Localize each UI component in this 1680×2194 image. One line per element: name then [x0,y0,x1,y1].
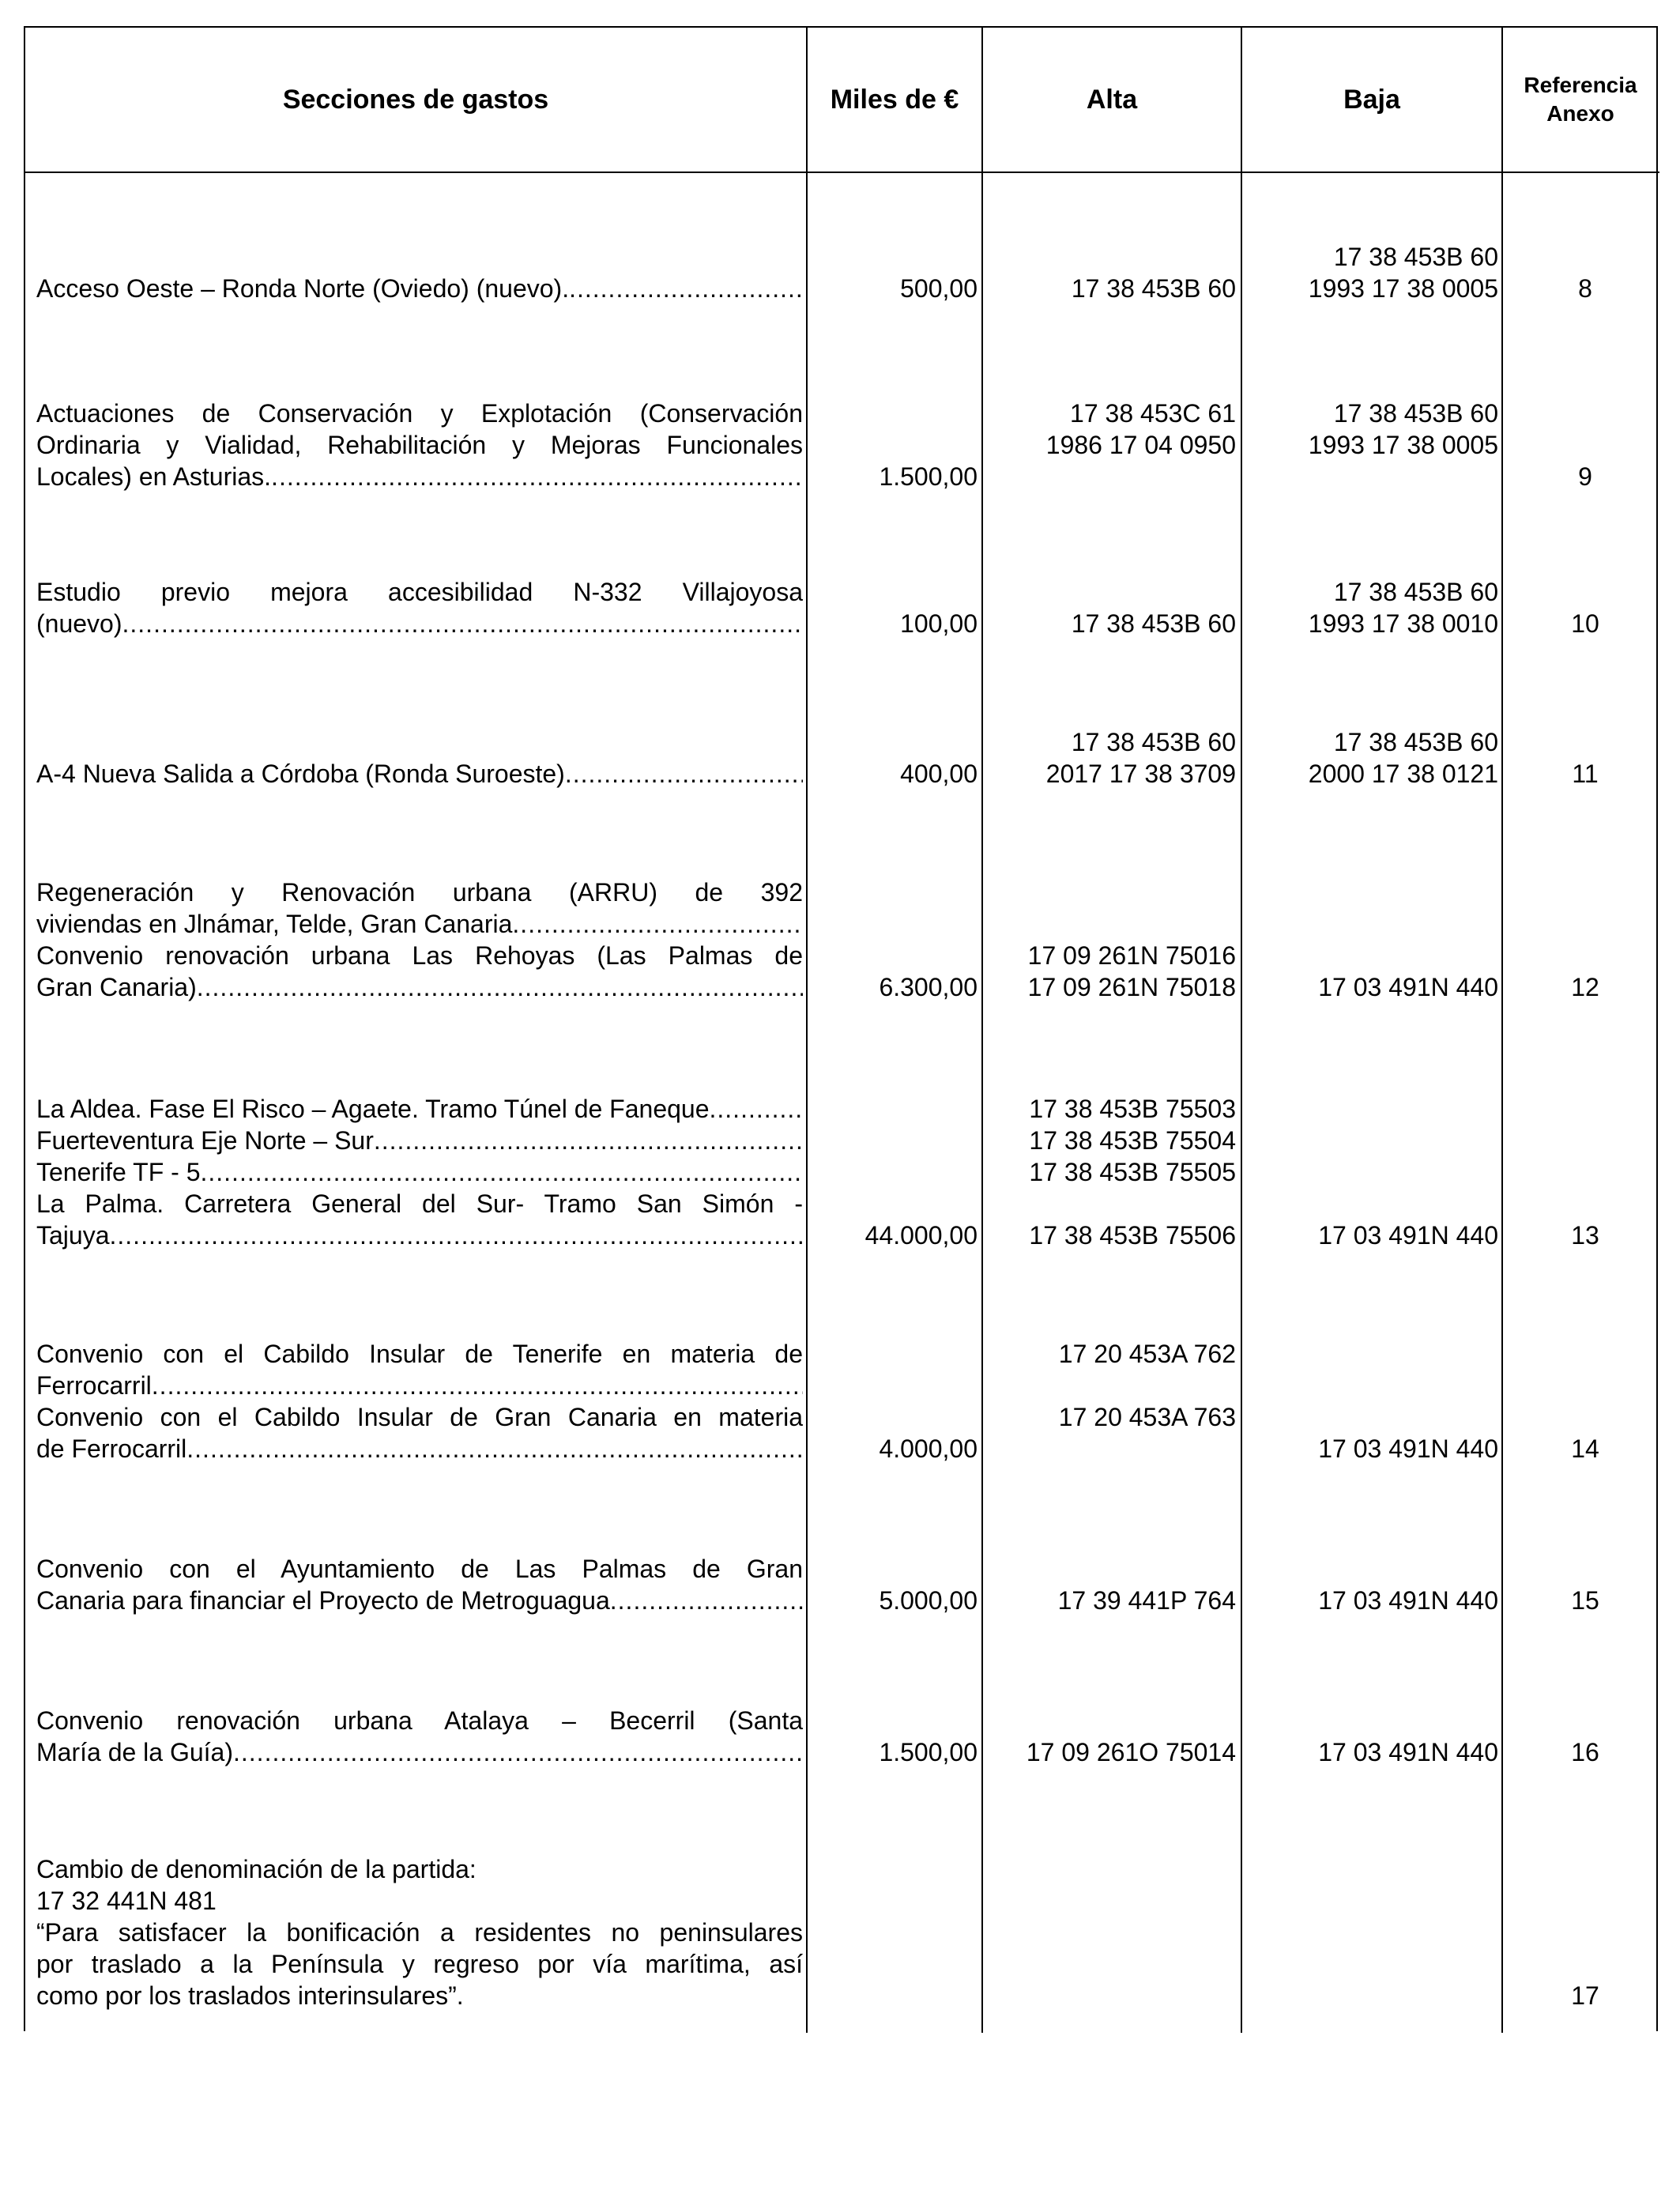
row-baja: 17 03 491N 440 [1318,1221,1498,1250]
row-ref: 10 [1571,609,1599,638]
table-row [25,1093,1659,1251]
row-ref: 16 [1571,1738,1599,1766]
table-row [25,1853,1659,2011]
concept-line: Acceso Oeste – Ronda Norte (Oviedo) (nuevo). ..... [36,273,803,304]
header-alta: Alta [1086,84,1138,115]
row-concept: Convenio con el Cabildo Insular de Tenerife en materia de Ferrocarril ..... Convenio con el Cabildo Insular de Gran Canaria en materia de Ferrocarril ..... [36,1338,803,1465]
row-amount: 4.000,00 [879,1434,977,1463]
row-ref: 17 [1571,1981,1599,2010]
row-alta: 17 38 453B 75503 17 38 453B 75504 17 38 453B 75505 17 38 453B 75506 [1029,1095,1236,1250]
row-concept: Cambio de denominación de la partida: 17 32 441N 481 “Para satisfacer la bonificación a residentes no peninsulares por traslado a la Península y regreso por vía marítima, así como por los traslados interinsulares”. [36,1855,803,2010]
header-secciones: Secciones de gastos [282,84,549,115]
row-ref: 9 [1578,462,1592,491]
row-alta: 17 09 261O 75014 [1026,1738,1236,1766]
row-alta: 17 38 453B 60 [1071,609,1236,638]
row-amount: 6.300,00 [879,973,977,1001]
header-referencia-line2: Anexo [1546,101,1614,126]
table-row [25,209,1659,304]
row-concept: Estudio previo mejora accesibilidad N-332 Villajoyosa (nuevo) ..... [36,545,803,639]
row-ref: 12 [1571,973,1599,1001]
header-baja: Baja [1343,84,1400,115]
budget-table-page [24,26,1658,2031]
row-alta: 17 38 453B 60 [1071,274,1236,303]
row-amount: 1.500,00 [879,462,977,491]
row-baja: 17 03 491N 440 [1318,1434,1498,1463]
row-ref: 11 [1572,760,1599,788]
row-concept: Convenio con el Ayuntamiento de Las Palmas de Gran Canaria para financiar el Proyecto de Metroguagua ..... [36,1553,803,1616]
row-concept: A-4 Nueva Salida a Córdoba (Ronda Suroeste) ..... [36,695,803,790]
row-alta: 17 20 453A 762 17 20 453A 763 [1058,1340,1236,1431]
table-row [25,545,1659,639]
row-baja: 17 03 491N 440 [1318,1586,1498,1615]
table-row [25,1553,1659,1616]
row-alta: 17 39 441P 764 [1057,1586,1236,1615]
table-row [25,1338,1659,1465]
header-referencia-line1: Referencia [1524,73,1637,97]
header-referencia [1503,28,1658,172]
table-row [25,1705,1659,1768]
row-concept: Regeneración y Renovación urbana (ARRU) de 392 viviendas en Jlnámar, Telde, Gran Canaria ..... Convenio renovación urbana Las Rehoyas (Las Palmas de Gran Canaria) ..... [36,876,803,1003]
row-alta: 17 09 261N 75016 17 09 261N 75018 [1027,941,1236,1001]
header-miles: Miles de € [830,84,959,115]
row-alta: 17 38 453B 60 2017 17 38 3709 [1045,728,1236,788]
row-concept: La Aldea. Fase El Risco – Agaete. Tramo Túnel de Faneque ..... Fuerteventura Eje Norte – Sur ..... Tenerife TF - 5 ..... La Palma. Carretera General del Sur- Tramo San Simón - Tajuya ..... [36,1093,803,1251]
row-amount: 100,00 [900,609,977,638]
row-alta: 17 38 453C 61 1986 17 04 0950 [1045,399,1236,459]
row-amount: 44.000,00 [864,1221,977,1250]
row-ref: 8 [1578,274,1592,303]
row-amount: 1.500,00 [879,1738,977,1766]
row-ref: 14 [1571,1434,1599,1463]
row-concept: Actuaciones de Conservación y Explotación (Conservación Ordinaria y Vialidad, Rehabilitación y Mejoras Funcionales Locales) en Asturias. ..... [36,366,803,492]
row-amount: 500,00 [900,274,977,303]
table-row [25,695,1659,790]
table-row [25,876,1659,1003]
row-baja: 17 38 453B 60 2000 17 38 0121 [1308,728,1498,788]
table-row [25,366,1659,492]
budget-table [24,26,1658,2031]
row-amount: 400,00 [900,760,977,788]
row-baja: 17 38 453B 60 1993 17 38 0005 [1308,399,1498,459]
row-ref: 13 [1571,1221,1599,1250]
row-amount: 5.000,00 [879,1586,977,1615]
row-concept [36,209,803,304]
row-baja: 17 03 491N 440 [1318,1738,1498,1766]
row-baja: 17 38 453B 60 1993 17 38 0010 [1308,578,1498,638]
row-baja: 17 38 453B 60 1993 17 38 0005 [1308,243,1498,303]
row-concept: Convenio renovación urbana Atalaya – Becerril (Santa María de la Guía) ..... [36,1705,803,1768]
row-baja: 17 03 491N 440 [1318,973,1498,1001]
header-divider [25,172,1659,173]
row-ref: 15 [1571,1586,1599,1615]
